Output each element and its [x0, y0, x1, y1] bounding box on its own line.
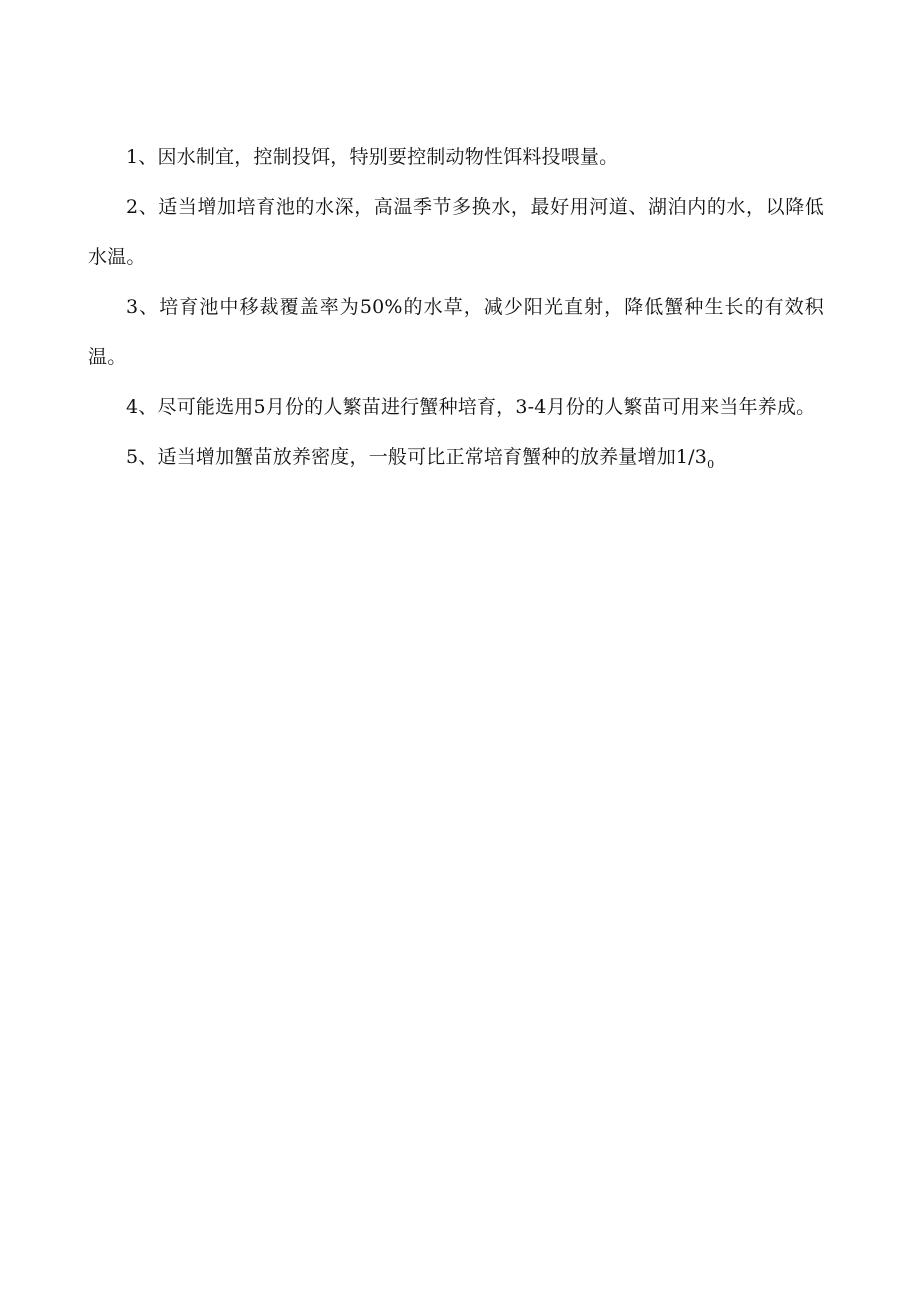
paragraph-number: 2 — [126, 196, 139, 218]
paragraph-1 — [88, 132, 824, 182]
paragraph-2 — [88, 182, 824, 282]
paragraph-4 — [88, 382, 824, 432]
paragraph-number: 1 — [126, 146, 139, 168]
paragraph-text: 、因水制宜，控制投饵，特别要控制动物性饵料投喂量。 — [138, 146, 619, 168]
paragraph-text: 、适当增加蟹苗放养密度，一般可比正常培育蟹种的放养量增加1/3 — [138, 446, 708, 468]
paragraph-number: 3 — [126, 296, 139, 318]
paragraph-text: 、培育池中移裁覆盖率为50%的水草，减少阳光直射，降低蟹种生长的有效积温。 — [88, 296, 824, 368]
paragraph-number: 5 — [126, 446, 139, 468]
paragraph-number: 4 — [126, 396, 139, 418]
document-body — [88, 132, 824, 482]
paragraph-5 — [88, 432, 824, 482]
trailing-subscript: 0 — [707, 458, 715, 471]
paragraph-text: 、适当增加培育池的水深，高温季节多换水，最好用河道、湖泊内的水，以降低水温。 — [88, 196, 824, 268]
paragraph-text: 、尽可能选用5月份的人繁苗进行蟹种培育，3-4月份的人繁苗可用来当年养成。 — [138, 396, 816, 418]
paragraph-3 — [88, 282, 824, 382]
